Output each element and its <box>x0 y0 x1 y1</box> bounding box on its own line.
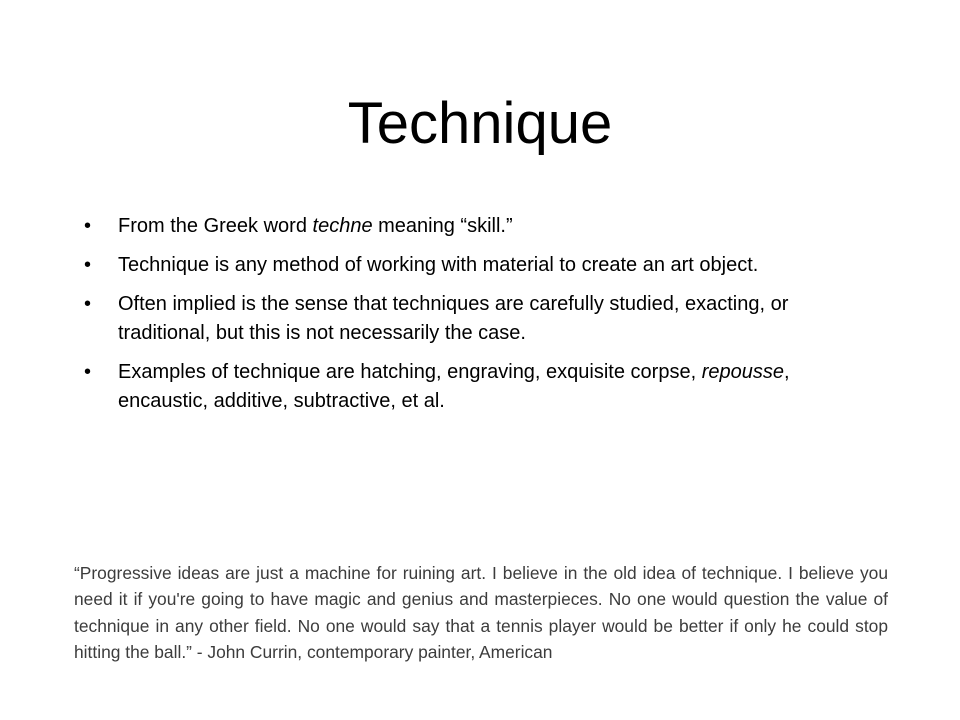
bullet-text: Technique is any method of working with material to create an art object. <box>118 254 759 276</box>
bullet-text-end: , encaustic, additive, subtractive, et al. <box>118 361 790 412</box>
bullet-list <box>80 212 840 426</box>
slide-title: Technique <box>347 91 613 156</box>
bullet-item <box>80 212 840 241</box>
bullet-text-start: Examples of technique are hatching, engraving, exquisite corpse, <box>118 361 702 383</box>
bullet-text-end: meaning “skill.” <box>372 215 513 237</box>
bullet-text-italic: techne <box>312 215 373 237</box>
bullet-item <box>80 358 840 416</box>
bullet-glyph: • <box>84 254 92 276</box>
bullet-item <box>80 290 840 348</box>
bullet-text-start: From the Greek word <box>118 215 313 237</box>
bullet-text-italic: repousse <box>701 361 784 383</box>
bullet-glyph: • <box>84 293 92 315</box>
bullet-text: Often implied is the sense that techniques are carefully studied, exacting, or traditional, but this is not necessarily the case. <box>118 293 789 344</box>
bullet-glyph: • <box>84 361 92 383</box>
quote-block: “Progressive ideas are just a machine for ruining art. I believe in the old idea of technique. I believe you need it if you're going to have magic and genius and masterpieces. No one would question the value of technique in any other field. No one would say that a tennis player would be better if only he could stop hitting the ball.” - John Currin, contemporary painter, American <box>74 563 888 662</box>
bullet-glyph: • <box>84 215 92 237</box>
bullet-item <box>80 251 840 280</box>
